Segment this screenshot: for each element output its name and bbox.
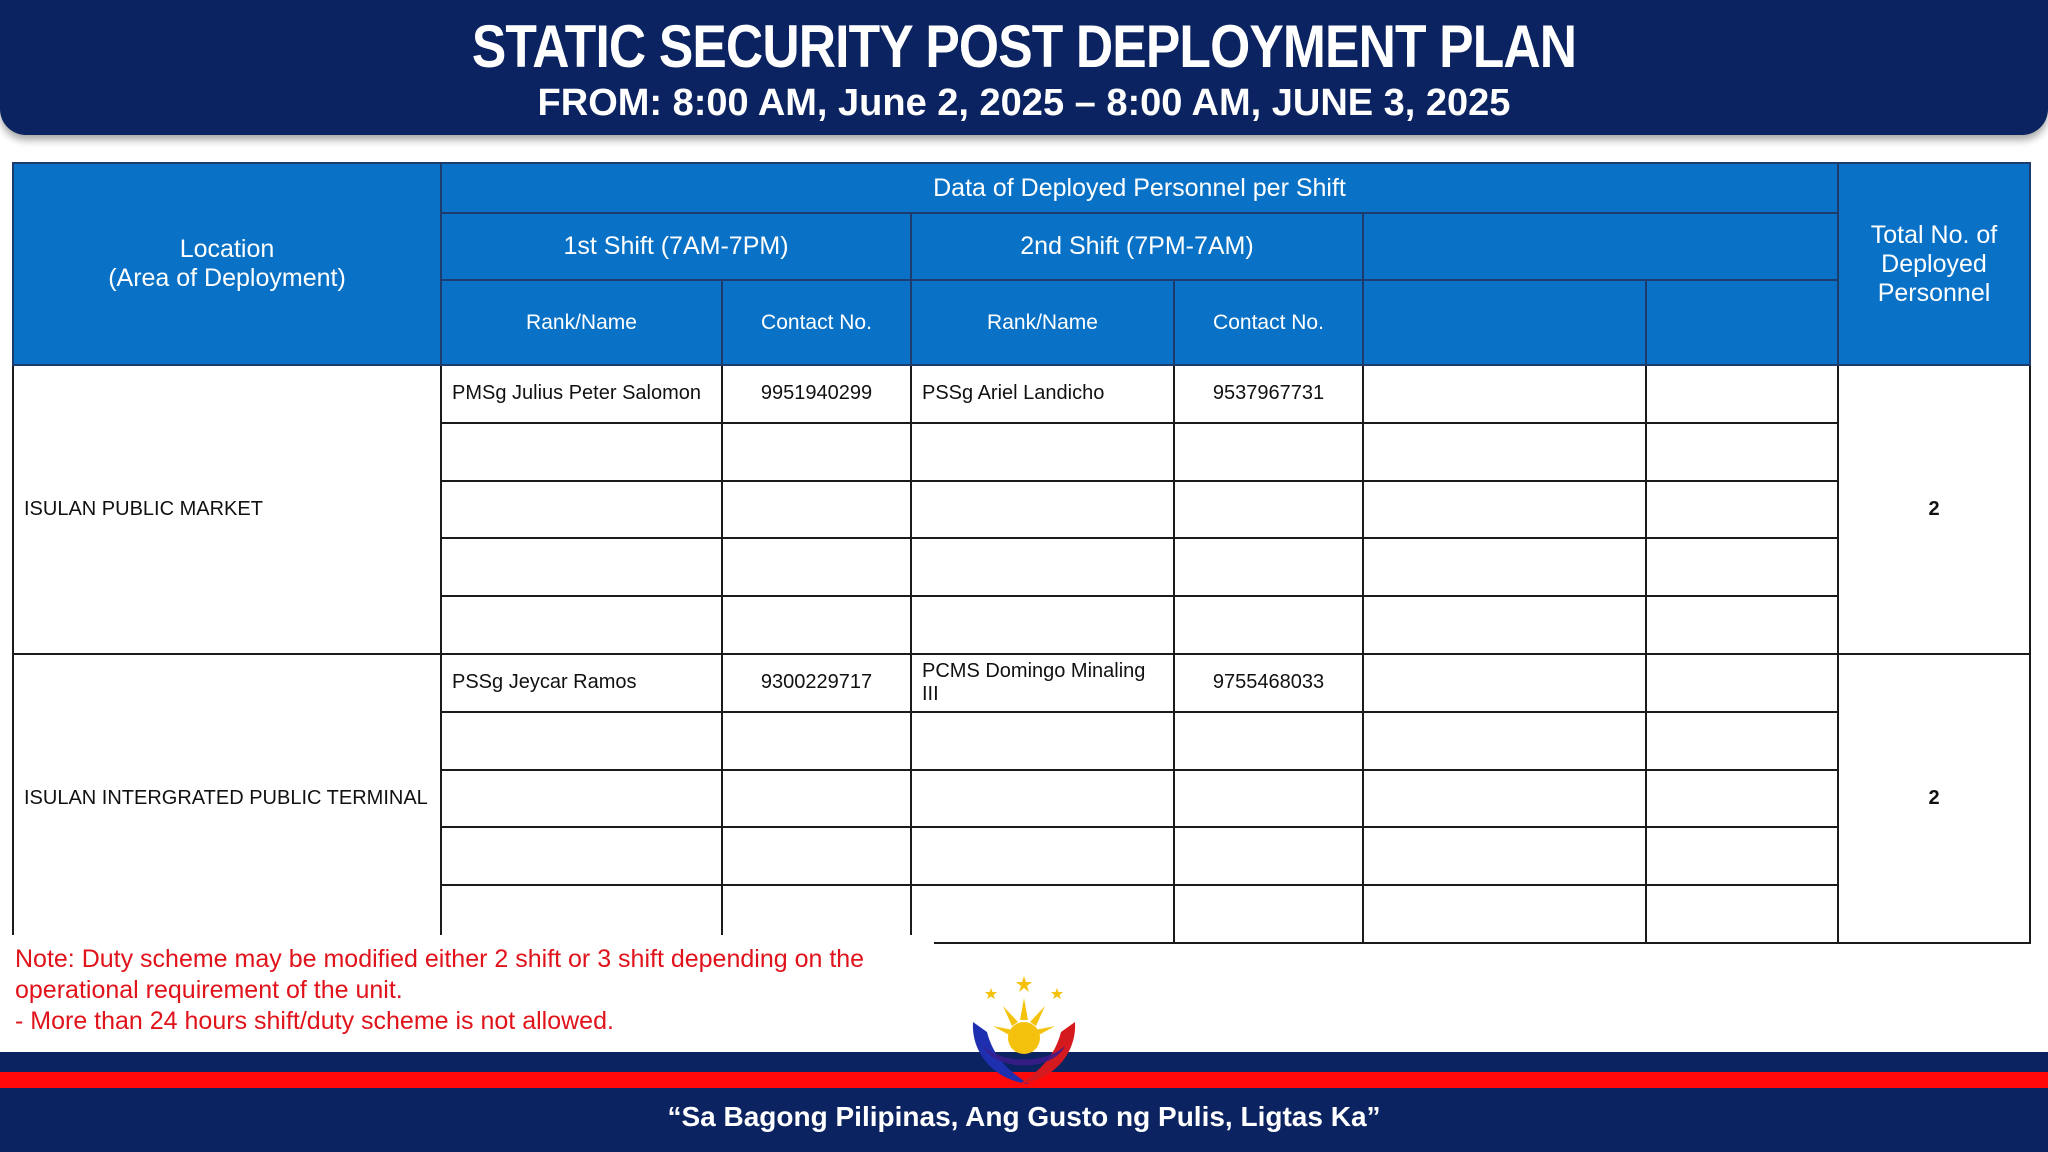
shift-group-header: Data of Deployed Personnel per Shift <box>441 163 1838 213</box>
slogan: “Sa Bagong Pilipinas, Ang Gusto ng Pulis, Ligtas Ka” <box>667 1101 1381 1132</box>
s2-name-cell: PSSg Ariel Landicho <box>911 365 1174 423</box>
s1-name-cell: PMSg Julius Peter Salomon <box>441 365 722 423</box>
s3-rank-name-header <box>1363 280 1646 365</box>
title-banner <box>0 0 2048 135</box>
s1-contact-header: Contact No. <box>722 280 911 365</box>
bagong-pilipinas-logo-icon <box>963 972 1085 1094</box>
total-cell: 2 <box>1838 365 2030 654</box>
s3-contact-cell <box>1646 365 1838 423</box>
total-header: Total No. of Deployed Personnel <box>1838 163 2030 365</box>
date-range: FROM: 8:00 AM, June 2, 2025 – 8:00 AM, JUNE 3, 2025 <box>537 82 1511 124</box>
location-cell: ISULAN INTERGRATED PUBLIC TERMINAL <box>13 654 441 943</box>
table-row <box>13 365 2030 423</box>
table-row <box>13 654 2030 712</box>
shift1-header: 1st Shift (7AM-7PM) <box>441 213 911 280</box>
s1-contact-cell: 9300229717 <box>722 654 911 712</box>
deployment-table <box>12 162 2031 944</box>
shift2-header: 2nd Shift (7PM-7AM) <box>911 213 1363 280</box>
page-title: STATIC SECURITY POST DEPLOYMENT PLAN <box>471 13 1577 80</box>
s1-name-cell: PSSg Jeycar Ramos <box>441 654 722 712</box>
footer <box>0 1088 2048 1152</box>
s2-contact-cell: 9755468033 <box>1174 654 1363 712</box>
s3-contact-header <box>1646 280 1838 365</box>
s3-name-cell <box>1363 365 1646 423</box>
duty-note <box>15 944 915 1037</box>
note-line: - More than 24 hours shift/duty scheme is not allowed. <box>15 1007 614 1035</box>
note-line: operational requirement of the unit. <box>15 976 403 1004</box>
s1-contact-cell: 9951940299 <box>722 365 911 423</box>
s2-contact-header: Contact No. <box>1174 280 1363 365</box>
s1-rank-name-header: Rank/Name <box>441 280 722 365</box>
shift3-header <box>1363 213 1838 280</box>
location-cell: ISULAN PUBLIC MARKET <box>13 365 441 654</box>
s2-rank-name-header: Rank/Name <box>911 280 1174 365</box>
s3-contact-cell <box>1646 654 1838 712</box>
location-header: Location (Area of Deployment) <box>13 163 441 365</box>
total-cell: 2 <box>1838 654 2030 943</box>
note-line: Note: Duty scheme may be modified either 2 shift or 3 shift depending on the <box>15 945 865 973</box>
s2-name-cell: PCMS Domingo Minaling III <box>911 654 1174 712</box>
s2-contact-cell: 9537967731 <box>1174 365 1363 423</box>
s3-name-cell <box>1363 654 1646 712</box>
